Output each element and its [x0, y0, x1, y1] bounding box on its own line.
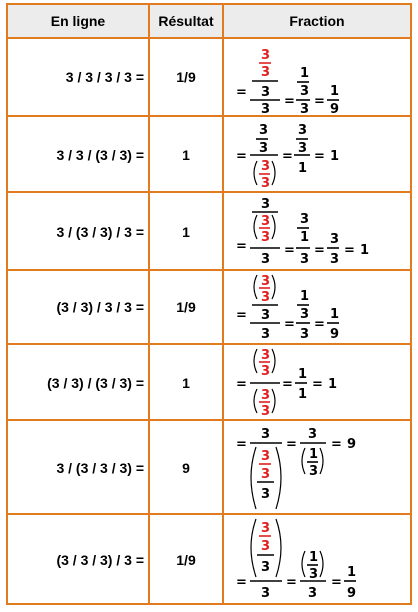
result-value: 1 [182, 147, 190, 163]
table-header [8, 5, 410, 39]
table-row [8, 39, 410, 117]
denominator: 3 [261, 252, 271, 267]
table-row [8, 345, 410, 421]
red-denominator: 3 [261, 404, 271, 419]
denominator: 3 [261, 560, 271, 575]
fraction-expression [224, 421, 410, 513]
equals-sign: = [236, 437, 247, 452]
equals-sign: = [314, 94, 325, 109]
fraction-expression [224, 193, 410, 269]
table-row [8, 193, 410, 271]
equals-sign: = [236, 575, 247, 590]
inline-expression: 3 / (3 / 3 / 3) = [56, 460, 144, 476]
red-numerator: 3 [261, 521, 271, 536]
right-paren [272, 349, 275, 373]
numerator: 1 [347, 565, 357, 580]
numerator: 1 [300, 289, 310, 304]
equals-sign: = [236, 308, 247, 323]
left-paren [302, 551, 305, 577]
equals-sign: = [282, 377, 293, 392]
denominator: 3 [308, 586, 318, 601]
result-value: 1/9 [176, 69, 196, 85]
fraction-expression [224, 117, 410, 191]
red-numerator: 3 [261, 449, 271, 464]
left-paren [254, 349, 257, 373]
equals-sign: = [314, 243, 325, 258]
equals-sign: = [284, 243, 295, 258]
red-denominator: 3 [261, 65, 271, 80]
left-paren [251, 519, 256, 577]
result-value: 1 [182, 375, 190, 391]
denominator: 3 [300, 252, 310, 267]
left-paren [251, 447, 256, 509]
denominator: 3 [261, 327, 271, 342]
red-denominator: 3 [261, 539, 271, 554]
equals-sign: = [236, 85, 247, 100]
denominator: 1 [298, 387, 308, 402]
right-paren [272, 161, 275, 185]
mid-value: 3 [261, 308, 271, 323]
right-paren [272, 389, 275, 413]
numerator: 1 [309, 447, 319, 462]
inline-expression: 3 / 3 / 3 / 3 = [65, 69, 144, 85]
result-value-fraction: 1 [330, 149, 340, 164]
result-value: 1/9 [176, 299, 196, 315]
equals-sign: = [236, 239, 247, 254]
right-paren [320, 448, 323, 474]
numerator: 3 [330, 232, 340, 247]
result-value: 1/9 [176, 552, 196, 568]
numerator: 3 [300, 212, 310, 227]
equals-sign: = [284, 94, 295, 109]
equals-sign: = [314, 149, 325, 164]
equals-sign: = [236, 377, 247, 392]
denominator: 3 [300, 327, 310, 342]
mid-value: 3 [259, 141, 269, 156]
right-paren [272, 215, 275, 239]
result-value: 9 [182, 460, 190, 476]
right-paren [276, 447, 281, 509]
denominator: 3 [300, 102, 310, 115]
numerator: 3 [259, 123, 269, 138]
header-inline: En ligne [50, 13, 106, 29]
right-paren [276, 519, 281, 577]
equals-sign: = [284, 317, 295, 332]
mid-value: 3 [300, 307, 310, 322]
numerator: 1 [300, 66, 310, 81]
equals-sign: = [282, 149, 293, 164]
result-value-fraction: 1 [328, 377, 338, 392]
denominator: 3 [309, 567, 319, 582]
equals-sign: = [344, 243, 355, 258]
inline-expression: 3 / 3 / (3 / 3) = [56, 147, 144, 163]
red-denominator: 3 [261, 176, 271, 191]
numerator: 3 [298, 123, 308, 138]
left-paren [254, 215, 257, 239]
fraction-svg [224, 271, 410, 343]
inline-expression: (3 / 3) / 3 / 3 = [56, 299, 144, 315]
red-denominator: 3 [261, 467, 271, 482]
fraction-expression [224, 515, 410, 603]
fraction-svg [224, 421, 410, 513]
mid-value: 1 [300, 230, 310, 245]
red-numerator: 3 [261, 48, 271, 63]
header-result: Résultat [158, 13, 214, 29]
inline-expression: (3 / 3 / 3) / 3 = [56, 552, 144, 568]
equals-sign: = [236, 149, 247, 164]
red-numerator: 3 [261, 159, 271, 174]
table-row [8, 271, 410, 345]
numerator: 1 [330, 307, 340, 322]
equals-sign: = [312, 377, 323, 392]
left-paren [254, 389, 257, 413]
denominator: 3 [261, 586, 271, 601]
fraction-svg [224, 117, 410, 191]
result-value-fraction: 9 [347, 437, 357, 452]
numerator: 1 [298, 367, 308, 382]
red-numerator: 3 [261, 348, 271, 363]
right-paren [272, 275, 275, 299]
equals-sign: = [314, 317, 325, 332]
numerator: 3 [261, 197, 271, 212]
table-row [8, 421, 410, 515]
red-numerator: 3 [261, 274, 271, 289]
mid-value: 3 [300, 84, 310, 99]
equals-sign: = [331, 437, 342, 452]
red-numerator: 3 [261, 388, 271, 403]
inline-expression: (3 / 3) / (3 / 3) = [47, 375, 144, 391]
numerator: 3 [261, 427, 271, 442]
left-paren [302, 448, 305, 474]
table-row [8, 117, 410, 193]
header-fraction: Fraction [289, 13, 345, 29]
denominator: 3 [261, 487, 271, 502]
table-row [8, 515, 410, 603]
fraction-svg [224, 193, 410, 269]
right-paren [320, 551, 323, 577]
red-numerator: 3 [261, 214, 271, 229]
math-table [6, 3, 412, 605]
numerator: 1 [330, 84, 340, 99]
fraction-expression [224, 271, 410, 343]
equals-sign: = [286, 437, 297, 452]
fraction-svg [224, 39, 410, 115]
result-value-fraction: 1 [360, 243, 370, 258]
result-value: 1 [182, 224, 190, 240]
red-denominator: 3 [261, 364, 271, 379]
fraction-svg [224, 345, 410, 419]
denominator: 9 [330, 102, 340, 115]
red-denominator: 3 [261, 230, 271, 245]
denominator: 3 [309, 464, 319, 479]
middle-denominator: 3 [261, 85, 271, 100]
denominator: 3 [330, 252, 340, 267]
denominator: 1 [298, 161, 308, 176]
denominator: 9 [330, 327, 340, 342]
red-denominator: 3 [261, 290, 271, 305]
numerator: 3 [308, 427, 318, 442]
fraction-expression [224, 345, 410, 419]
fraction-svg [224, 515, 410, 601]
denominator: 9 [347, 586, 357, 601]
mid-value: 3 [298, 141, 308, 156]
equals-sign: = [286, 575, 297, 590]
numerator: 1 [309, 550, 319, 565]
inline-expression: 3 / (3 / 3) / 3 = [56, 224, 144, 240]
left-paren [254, 161, 257, 185]
left-paren [254, 275, 257, 299]
fraction-expression [224, 39, 410, 115]
equals-sign: = [331, 575, 342, 590]
bottom-denominator: 3 [261, 102, 271, 115]
